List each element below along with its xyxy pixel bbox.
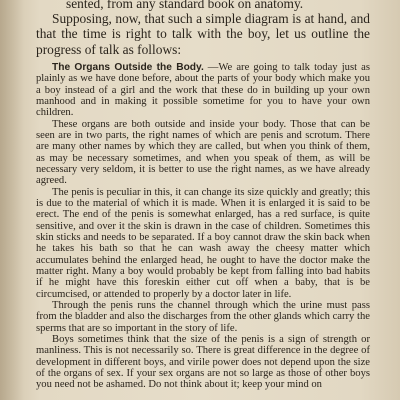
section-paragraph-3: The penis is peculiar in this, it can change its size quickly and greatly; this is due to the material of which it is made. When it is enlarged it is said to be erect. The end of the penis is somewhat enlarged, has a red surface, is quite sensitive, and over it the skin is drawn in the case of children. Sometimes this skin sticks and needs to be separated. If a boy cannot draw the skin back when he takes his bath so that he can wash away the cheesy matter which accumulates behind the enlarged head, he ought to have the doctor make the matter right. Many a boy would probably be kept from falling into bad habits if he might have this foreskin either cut off when a baby, that is be circumcised, or attended to properly by a doctor later in life. [36, 186, 370, 300]
text-column [36, 0, 370, 391]
section-paragraph-5: Boys sometimes think that the size of the penis is a sign of strength or manliness. This is not necessarily so. There is great difference in the degree of development in different boys, and virile power does not depend upon the size of the organs of sex. If your sex organs are not so large as those of other boys you need not be ashamed. Do not think about it; keep your mind on [36, 334, 370, 391]
section-heading: The Organs Outside the Body. [52, 61, 204, 73]
section-paragraph-1 [36, 62, 370, 119]
intro-first-line: sented, from any standard book on anatomy. [66, 0, 304, 11]
page-gutter-shadow [0, 0, 24, 400]
section-paragraph-2: These organs are both outside and inside your body. Those that can be seen are in two parts, the right names of which are penis and scrotum. There are many other names by which they are called, but when you think of them, as may be necessary sometimes, and when you speak of them, as will be necessary very seldom, it is better to use the right names, as we have already agreed. [36, 118, 370, 187]
section-paragraph-4: Through the penis runs the channel through which the urine must pass from the bladder and also the discharges from the other glands which carry the sperms that are so important in the story of life. [36, 300, 370, 334]
intro-paragraph: Supposing, now, that such a simple diagram is at hand, and that the time is right to talk with the boy, let us outline the progress of talk as follows: [36, 11, 370, 57]
section-paragraph-1-text: —We are going to talk today just as plainly as we have done before, about the parts of your body which make you a boy instead of a girl and the work that these do in building up your own manhood and in making it possible sometime for you to have your own children. [36, 61, 370, 119]
